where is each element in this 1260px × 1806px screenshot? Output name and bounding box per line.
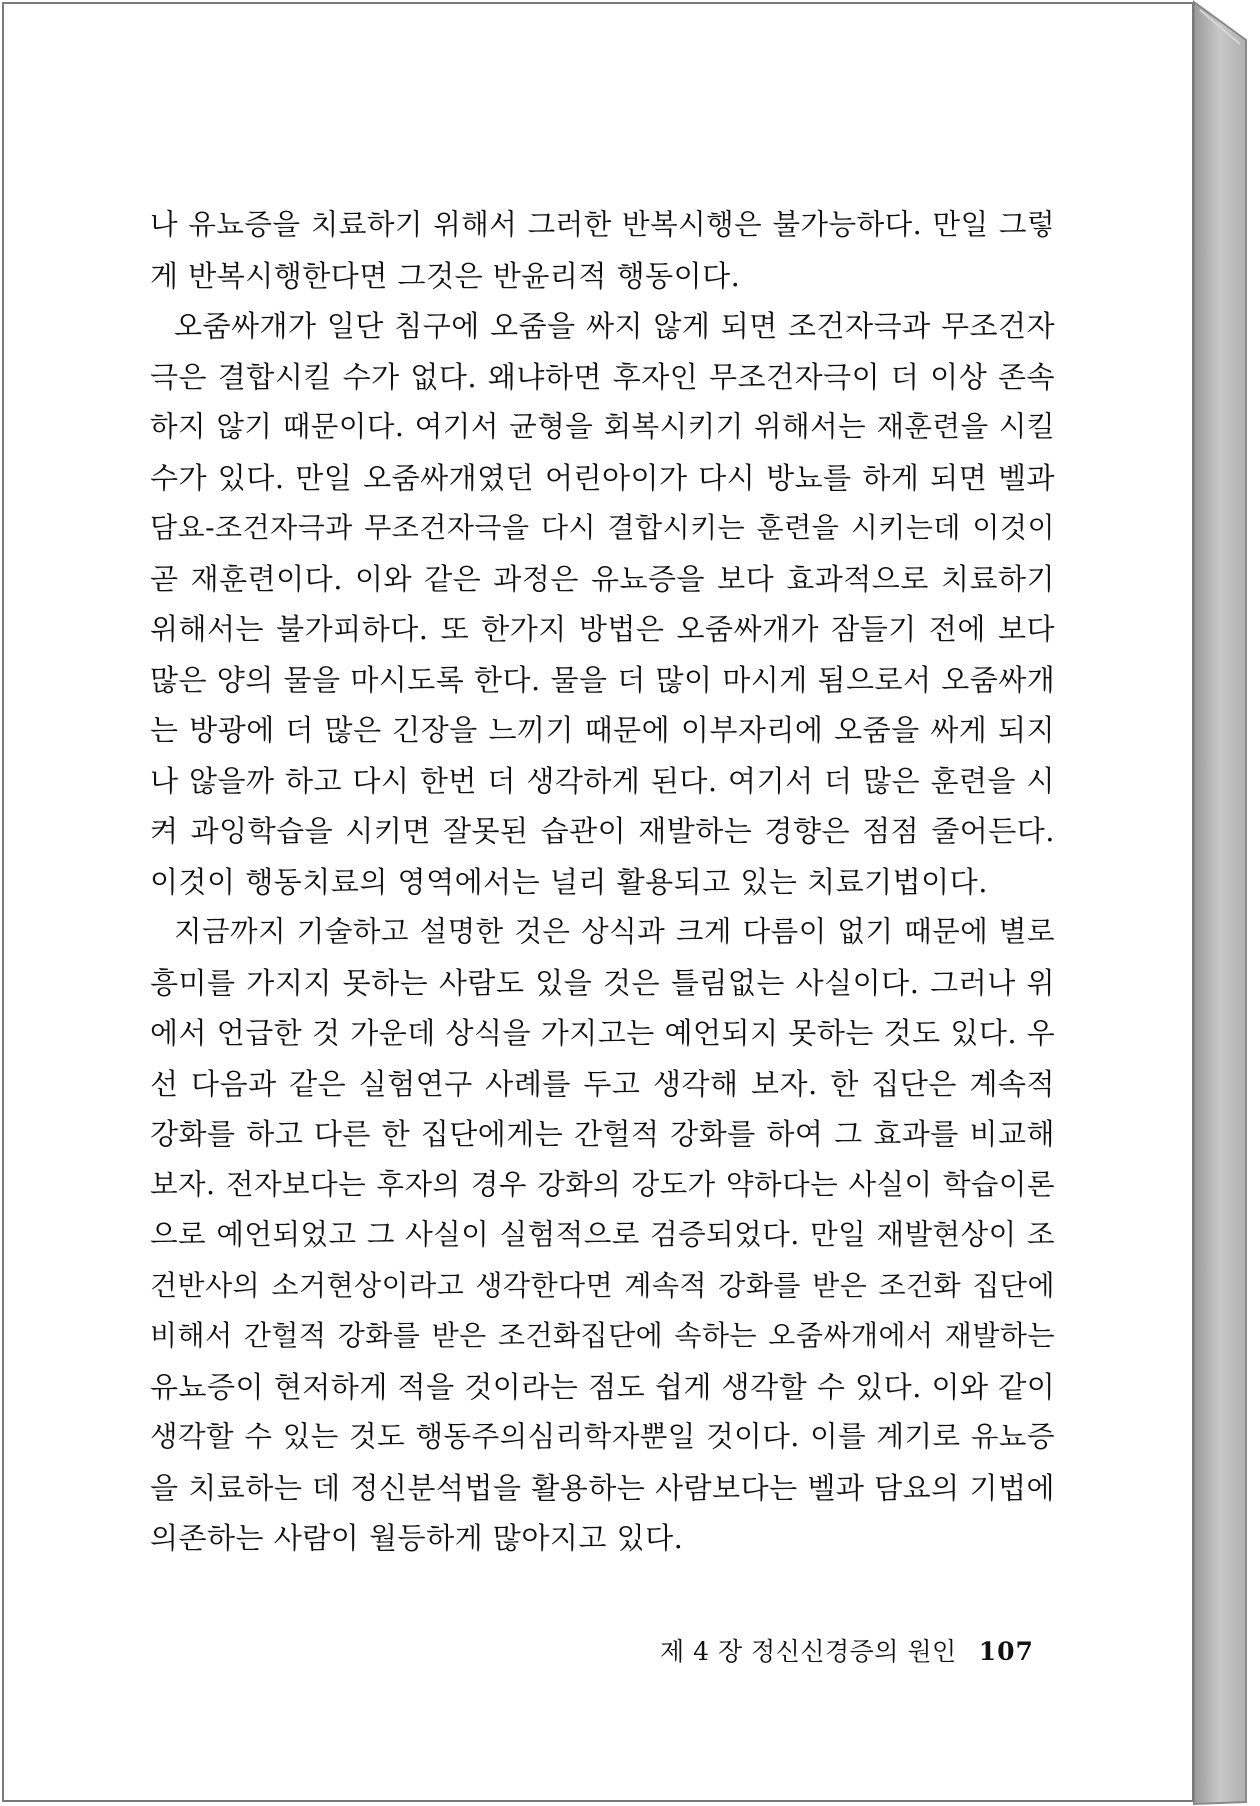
text-line: 건반사의 소거현상이라고 생각한다면 계속적 강화를 받은 조건화 집단에: [150, 1268, 1055, 1302]
text-line: 나 유뇨증을 치료하기 위해서 그러한 반복시행은 불가능하다. 만일 그렇: [150, 208, 1055, 241]
body-text: [150, 200, 1055, 1564]
text-line: 생각할 수 있는 것도 행동주의심리학자뿐일 것이다. 이를 계기로 유뇨증: [150, 1420, 1055, 1453]
text-line: 선 다음과 같은 실험연구 사례를 두고 생각해 보자. 한 집단은 계속적: [150, 1066, 1055, 1101]
text-line: 곧 재훈련이다. 이와 같은 과정은 유뇨증을 보다 효과적으로 치료하기: [150, 561, 1055, 596]
text-line: 위해서는 불가피하다. 또 한가지 방법은 오줌싸개가 잠들기 전에 보다: [150, 612, 1055, 646]
text-line: 에서 언급한 것 가운데 상식을 가지고는 예언되지 못하는 것도 있다. 우: [150, 1016, 1056, 1050]
text-line: 담요-조건자극과 무조건자극을 다시 결합시키는 훈련을 시키는데 이것이: [150, 511, 1055, 544]
text-line: 극은 결합시킬 수가 없다. 왜냐하면 후자인 무조건자극이 더 이상 존속: [150, 359, 1055, 394]
chapter-title: 제 4 장 정신신경증의 원인: [660, 1637, 957, 1666]
text-line: 유뇨증이 현저하게 적을 것이라는 점도 쉽게 생각할 수 있다. 이와 같이: [150, 1369, 1056, 1404]
text-line: 는 방광에 더 많은 긴장을 느끼기 때문에 이부자리에 오줌을 싸게 되지: [150, 713, 1055, 747]
text-line: 흥미를 가지지 못하는 사람도 있을 것은 틀림없는 사실이다. 그러나 위: [150, 965, 1055, 1000]
text-line: 이것이 행동치료의 영역에서는 널리 활용되고 있는 치료기법이다.: [150, 864, 988, 899]
text-line: 오줌싸개가 일단 침구에 오줌을 싸지 않게 되면 조건자극과 무조건자: [174, 309, 1055, 343]
text-line: 의존하는 사람이 월등하게 많아지고 있다.: [150, 1521, 684, 1555]
text-line: 보자. 전자보다는 후자의 경우 강화의 강도가 약하다는 사실이 학습이론: [150, 1167, 1055, 1201]
text-line: 으로 예언되었고 그 사실이 실험적으로 검증되었다. 만일 재발현상이 조: [150, 1218, 1055, 1251]
running-footer: [660, 1632, 1060, 1668]
text-line: 수가 있다. 만일 오줌싸개였던 어린아이가 다시 방뇨를 하게 되면 벨과: [150, 460, 1055, 495]
text-line: 하지 않기 때문이다. 여기서 균형을 회복시키기 위해서는 재훈련을 시킬: [150, 410, 1055, 443]
text-line: 지금까지 기술하고 설명한 것은 상식과 크게 다름이 없기 때문에 별로: [174, 915, 1055, 948]
text-line: 비해서 간헐적 강화를 받은 조건화집단에 속하는 오줌싸개에서 재발하는: [150, 1319, 1055, 1352]
text-line: 게 반복시행한다면 그것은 반윤리적 행동이다.: [150, 258, 741, 293]
page-number: 107: [978, 1637, 1034, 1666]
text-line: 을 치료하는 데 정신분석법을 활용하는 사람보다는 벨과 담요의 기법에: [150, 1470, 1055, 1505]
text-line: 켜 과잉학습을 시키면 잘못된 습관이 재발하는 경향은 점점 줄어든다.: [150, 814, 1055, 848]
text-line: 강화를 하고 다른 한 집단에게는 간헐적 강화를 하여 그 효과를 비교해: [150, 1117, 1055, 1151]
text-line: 나 않을까 하고 다시 한번 더 생각하게 된다. 여기서 더 많은 훈련을 시: [150, 763, 1055, 798]
text-line: 많은 양의 물을 마시도록 한다. 물을 더 많이 마시게 됨으로서 오줌싸개: [150, 662, 1056, 697]
